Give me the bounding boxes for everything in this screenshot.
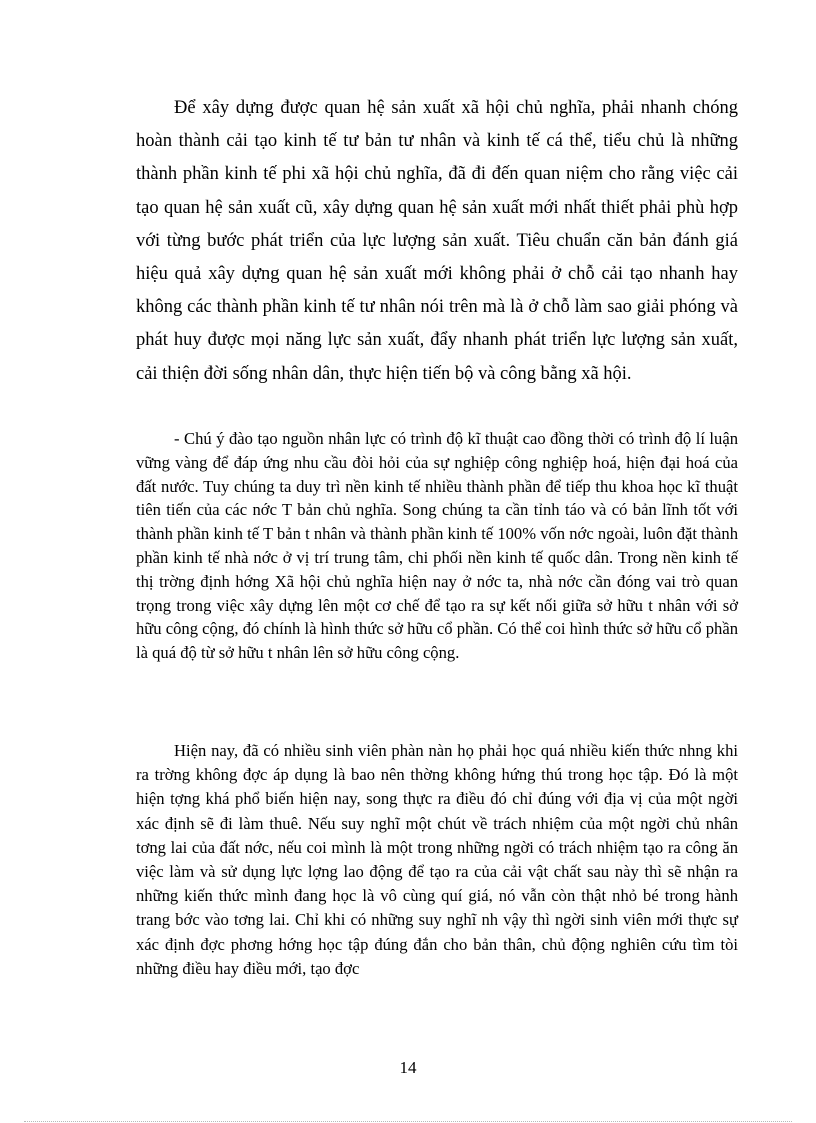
- body-paragraph-2: - Chú ý đào tạo nguồn nhân lực có trình độ kĩ thuật cao đồng thời có trình độ lí luận vững vàng để đáp ứng nhu cầu đòi hỏi của sự nghiệp công nghiệp hoá, hiện đại hoá của đất nước. Tuy chúng ta duy trì nền kinh tế nhiều thành phần để tiếp thu khoa học kĩ thuật tiên tiến của các nớc T bản chủ nghĩa. Song chúng ta cần tỉnh táo và có bản lĩnh tốt với thành phần kinh tế T bản t nhân và thành phần kinh tế 100% vốn nớc ngoài, luôn đặt thành phần kinh tế nhà nớc ở vị trí trung tâm, chi phối nền kinh tế quốc dân. Trong nền kinh tế thị trờng định hớng Xã hội chủ nghĩa hiện nay ở nớc ta, nhà nớc cần đóng vai trò quan trọng trong việc xây dựng lên một cơ chế để tạo ra sự kết nối giữa sở hữu t nhân với sở hữu công cộng, đó chính là hình thức sở hữu cổ phần. Có thể coi hình thức sở hữu cổ phần là quá độ từ sở hữu t nhân lên sở hữu công cộng.: [136, 429, 738, 663]
- page-number: 14: [399, 1058, 417, 1077]
- body-paragraph-3: Hiện nay, đã có nhiều sinh viên phàn nàn họ phải học quá nhiều kiến thức nhng khi ra trờng không đợc áp dụng là bao nên thờng không hứng thú trong học tập. Đó là một hiện tợng khá phổ biến hiện nay, song thực ra điều đó chỉ đúng với địa vị của một ngời xác định sẽ đi làm thuê. Nếu suy nghĩ một chút về trách nhiệm của một ngời chủ nhân tơng lai của đất nớc, nếu coi mình là một trong những ngời có trách nhiệm tạo ra công ăn việc làm và sử dụng lực lợng lao động để tạo ra của cải vật chất sau này thì sẽ nhận ra những kiến thức mình đang học là vô cùng quí giá, nó vẫn còn thật nhỏ bé trong hành trang bớc vào tơng lai. Chỉ khi có những suy nghĩ nh vậy thì ngời sinh viên mới thực sự xác định đợc phơng hớng học tập đúng đắn cho bản thân, chủ động nghiên cứu tìm tòi những điều hay điều mới, tạo đợc: [136, 741, 738, 978]
- page-bottom-divider: [24, 1121, 792, 1122]
- body-paragraph-1: Để xây dựng được quan hệ sản xuất xã hội chủ nghĩa, phải nhanh chóng hoàn thành cải tạo kinh tế tư bản tư nhân và kinh tế cá thể, tiểu chủ là những thành phần kinh tế phi xã hội chủ nghĩa, đã đi đến quan niệm cho rằng việc cải tạo quan hệ sản xuất cũ, xây dựng quan hệ sản xuất mới nhất thiết phải phù hợp với từng bước phát triển của lực lượng sản xuất. Tiêu chuẩn căn bản đánh giá hiệu quả xây dựng quan hệ sản xuất mới không phải ở chỗ cải tạo nhanh hay không các thành phần kinh tế tư nhân nói trên mà là ở chỗ làm sao giải phóng và phát huy được mọi năng lực sản xuất, đẩy nhanh phát triển lực lượng sản xuất, cải thiện đời sống nhân dân, thực hiện tiến bộ và công bằng xã hội.: [136, 98, 738, 384]
